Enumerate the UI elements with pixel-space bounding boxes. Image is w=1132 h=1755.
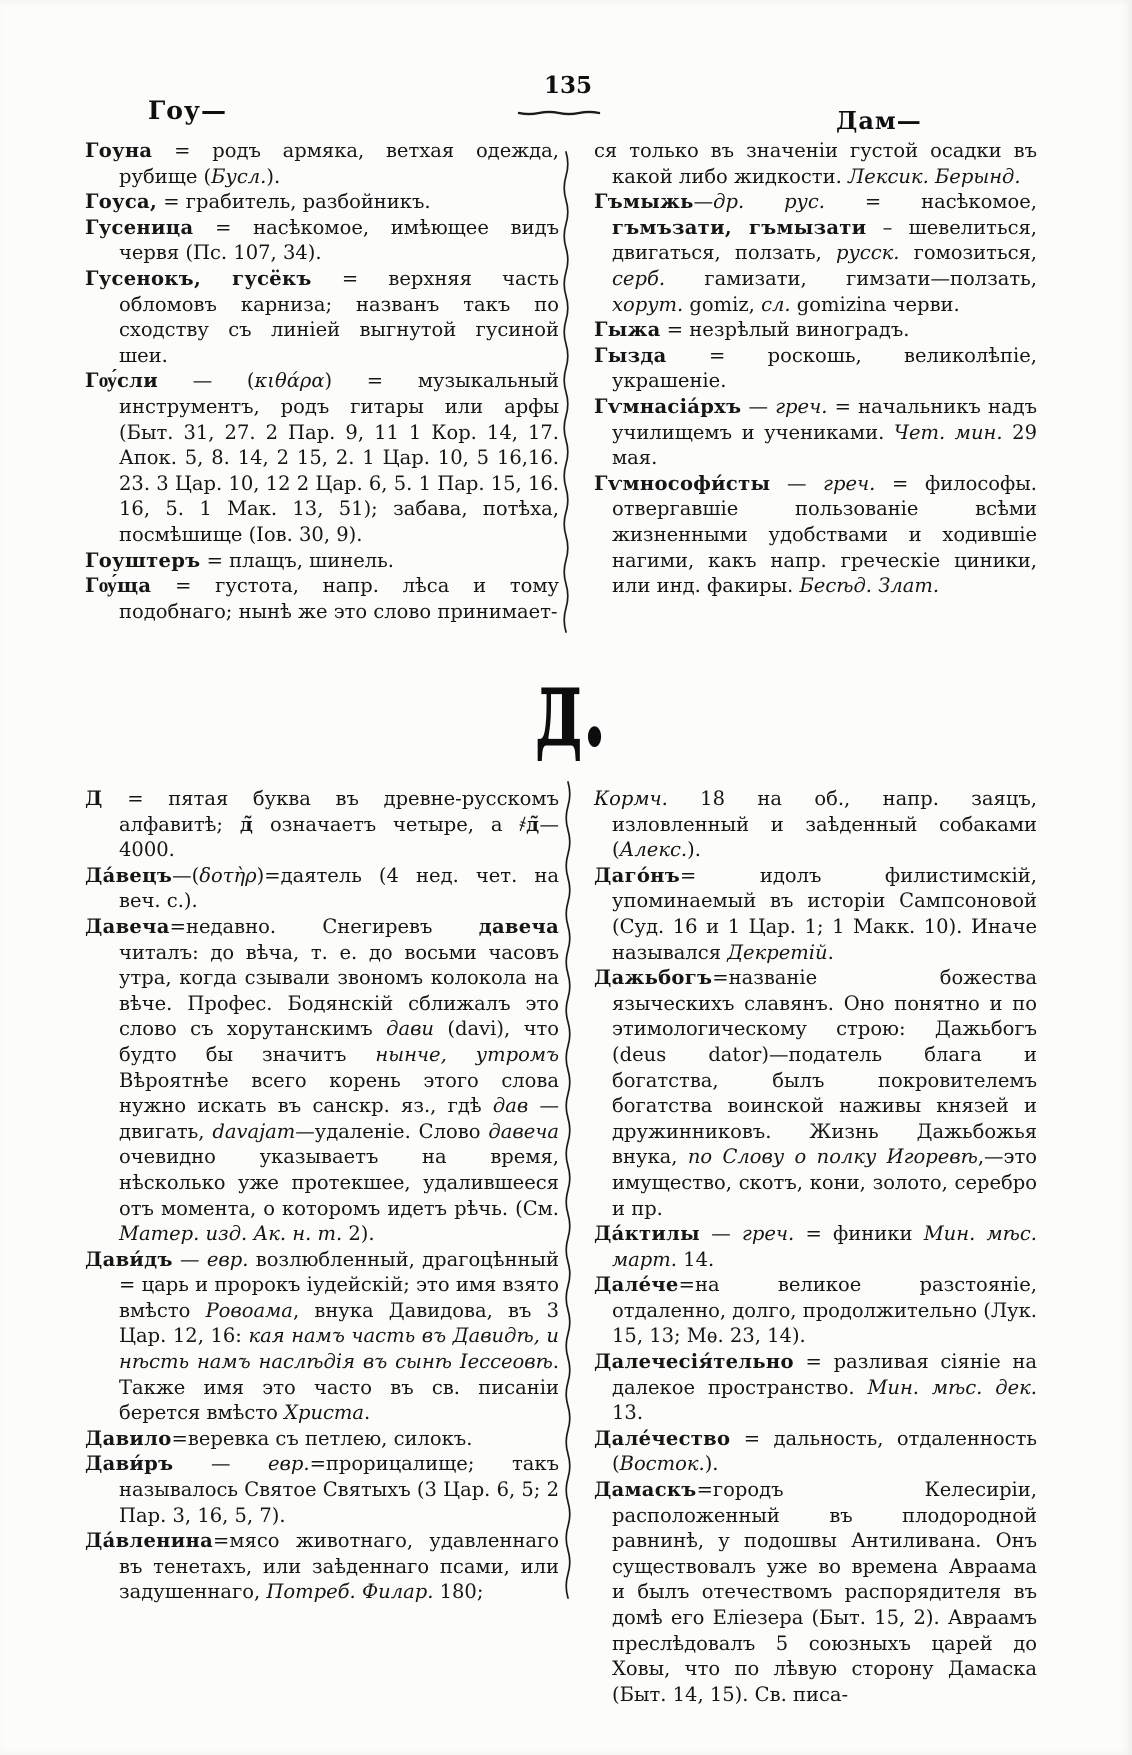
headword: Далечесія́тельно <box>594 1350 794 1374</box>
headword: Давило <box>85 1426 172 1450</box>
headword: Давеча <box>85 914 170 938</box>
dictionary-entry <box>594 1426 1037 1477</box>
body-text: = родъ армяка, ветхая одежда, рубище ( <box>119 139 559 188</box>
dictionary-entry <box>594 965 1037 1221</box>
body-text: =городъ Келесиріи, расположенный въ плодородной равнинѣ, у подошвы Антиливана. Онъ существовалъ уже во времена Авраама и былъ отечествомъ распорядителя въ домѣ его Еліезера (Быт. 15, 2). Авраамъ преслѣдовалъ 5 союзныхъ царей до Ховы, что по лѣвую сторону Дамаска (Быт. 14, 15). Св. писа- <box>612 1478 1037 1706</box>
body-text: . <box>827 940 834 964</box>
italic-text: Ровоама <box>205 1298 293 1322</box>
italic-text: κιθάρα <box>254 369 325 393</box>
body-text: 180; <box>433 1580 484 1604</box>
body-text: возлюбленный, драгоцѣнный = царь и пророкъ іудейскій; это имя взято вмѣсто <box>119 1247 559 1322</box>
dictionary-entry <box>85 863 559 914</box>
headword: Дамаскъ <box>594 1478 697 1502</box>
italic-text: Восток. <box>619 1452 705 1476</box>
italic-text: кая намъ часть въ Давидѣ, и нѣсть намъ наслѣдія въ сынѣ Іессеовѣ <box>119 1324 559 1374</box>
page-number: 135 <box>543 72 592 99</box>
body-text: — <box>770 471 824 495</box>
headword: Гызда <box>594 343 667 367</box>
headword: Гоуна <box>85 139 153 162</box>
italic-text: Кормч. <box>594 787 668 810</box>
body-text: означаетъ четыре, а <box>253 812 520 836</box>
headword: Гѵмнософи́сты <box>594 471 771 495</box>
dictionary-entry <box>594 1272 1037 1349</box>
entry-continuation <box>594 786 1037 863</box>
body-text: = грабитель, разбойникъ. <box>157 190 431 214</box>
dictionary-entry <box>85 786 559 863</box>
headword: ҂д̃ <box>519 812 540 836</box>
headword: Гѵмнасіа́рхъ <box>594 394 742 418</box>
body-text: — <box>741 394 776 418</box>
body-text: — <box>172 1247 207 1271</box>
headword: Дави́дъ <box>85 1247 173 1271</box>
body-text: —удаленіе. Слово <box>295 1119 489 1143</box>
body-text: ,—это имущество, скотъ, кони, золото, серебро и пр. <box>612 1145 1037 1220</box>
body-text: 14. <box>676 1247 715 1271</box>
headword: Гѹ́ща <box>85 574 152 598</box>
dictionary-entry <box>594 1477 1037 1707</box>
body-text: – шевелиться, двигаться, ползать, <box>612 215 1037 265</box>
headword: давеча <box>478 914 559 938</box>
column-top-right <box>594 138 1037 599</box>
body-text: gomiz, <box>683 292 762 316</box>
running-head-left: Гоу— <box>148 96 227 125</box>
italic-text: Бесѣд. Злат. <box>799 574 940 598</box>
body-text: = философы. отвергавшіе пользованіе всѣми жизненными удобствами и ходившіе нагими, какъ напр. греческіе циники, или инд. факиры. <box>612 471 1037 598</box>
column-divider-top <box>561 152 571 640</box>
headword: Даго́нъ <box>594 863 680 887</box>
italic-text: Чет. мин. <box>893 420 1003 444</box>
italic-text: нынче, утромъ <box>375 1042 559 1066</box>
italic-text: Лексик. Берынд. <box>847 164 1021 188</box>
headword: Дажьбогъ <box>594 966 713 990</box>
body-text: =мясо животнаго, удавленнаго въ тенетахъ, или заѣденнаго псами, или задушеннаго, <box>119 1529 559 1604</box>
column-divider-bottom <box>563 782 573 1614</box>
dictionary-entry <box>85 1451 559 1528</box>
italic-text: davajam <box>212 1119 296 1143</box>
body-text: ). <box>266 164 281 188</box>
headword: гъмъзати, гъмызати <box>612 215 867 239</box>
body-text: (davi), что будто бы значитъ <box>119 1017 559 1066</box>
body-text: = идолъ филистимскій, упоминаемый въ исторіи Сампсоновой (Суд. 16 и 1 Цар. 1; 1 Макк. 10). Иначе назывался <box>612 863 1037 964</box>
body-text: — <box>173 1452 269 1476</box>
italic-text: серб. <box>612 266 666 290</box>
dictionary-entry <box>85 1528 559 1605</box>
body-text: = пятая буква въ древне-русскомъ алфавитѣ; <box>102 787 559 836</box>
body-text: ся только въ значеніи густой осадки въ какой либо жидкости. <box>594 139 1037 188</box>
headword: Дале́чество <box>594 1426 731 1450</box>
section-letter: д. <box>535 641 607 773</box>
body-text: )=даятель (4 нед. чет. на веч. с.). <box>119 863 559 913</box>
body-text: =на великое разстояніе, отдаленно, долго, продолжительно (Лук. 15, 13; Мѳ. 23, 14). <box>612 1273 1038 1348</box>
headword: Гусенокъ, гусёкъ <box>85 266 312 290</box>
dictionary-entry <box>85 138 559 189</box>
body-text: читалъ: до вѣча, т. е. до восьми часовъ утра, когда сзывали звономъ колокола на вѣче. Профес. Бодянскій сближалъ это слово съ хорутанскимъ <box>119 940 559 1041</box>
italic-text: греч. <box>741 1222 795 1246</box>
italic-text: дав <box>492 1094 529 1118</box>
dictionary-entry <box>594 189 1037 317</box>
body-text: gomizina черви. <box>790 292 960 316</box>
body-text: очевидно указываетъ на время, нѣсколько уже протекшее, удалившееся отъ момента, о которомъ идетъ рѣчь. (См. <box>119 1145 559 1220</box>
page-number-wavy-underline <box>519 108 617 118</box>
body-text: . Также имя это часто въ св. писаніи берется вмѣсто <box>119 1350 559 1425</box>
headword: Дави́ръ <box>85 1452 174 1476</box>
body-text: 13. <box>612 1401 644 1425</box>
headword: Гоуштеръ <box>85 548 201 572</box>
italic-text: др. рус. <box>713 190 825 214</box>
headword: Да́вленина <box>85 1529 214 1553</box>
italic-text: Христа <box>284 1401 365 1425</box>
italic-text: хорут. <box>612 292 684 316</box>
dictionary-entry <box>85 914 559 1247</box>
body-text: = верхняя часть обломовъ карниза; названъ такъ по сходству съ линіей выгнутой гусиной шеи. <box>119 266 559 367</box>
headword: Дале́че <box>594 1273 679 1297</box>
italic-text: евр. <box>206 1247 249 1271</box>
body-text: — двигать, <box>119 1094 559 1143</box>
body-text: —( <box>172 863 200 887</box>
body-text: = густота, напр. лѣса и тому подобнаго; нынѣ же это слово принимает- <box>119 574 559 623</box>
italic-text: δοτὴρ <box>199 863 257 887</box>
headword: Д <box>85 787 103 810</box>
body-text: = плащъ, шинель. <box>200 548 394 572</box>
dictionary-entry <box>594 343 1037 394</box>
body-text: = разливая сіяніе на далекое пространство. <box>612 1350 1037 1399</box>
headword: Да́вецъ <box>85 863 173 887</box>
body-text: 29 мая. <box>612 420 1037 470</box>
italic-text: сл. <box>761 292 791 316</box>
dictionary-entry <box>85 189 559 215</box>
body-text: = насѣкомое, <box>825 190 1037 214</box>
headword: Гоуса, <box>85 190 158 214</box>
body-text: =прорицалище; такъ называлось Святое Святыхъ (3 Цар. 6, 5; 2 Пар. 3, 16, 5, 7). <box>119 1452 559 1527</box>
column-bottom-right <box>594 786 1037 1707</box>
running-head-right: Дам— <box>836 106 922 135</box>
body-text: —4000. <box>119 812 559 862</box>
italic-text: Декретій <box>727 940 828 964</box>
headword: Да́ктилы <box>594 1222 700 1246</box>
dictionary-entry <box>85 573 559 624</box>
headword: Гѹ́сли <box>85 369 158 393</box>
dictionary-entry <box>85 266 559 368</box>
dictionary-entry <box>594 394 1037 471</box>
body-text: , внука Давидова, въ 3 Цар. 12, 16: <box>119 1298 559 1348</box>
dictionary-entry <box>594 1221 1037 1272</box>
headword: Гусеница <box>85 215 194 239</box>
italic-text: Алекс. <box>619 838 688 862</box>
body-text: ). <box>704 1452 719 1476</box>
body-text: =названіе божества языческихъ славянъ. Оно понятно и по этимологическому строю: Дажьбогъ (deus dator)—податель блага и богатства, былъ покровителемъ богатства воинской наживы князей и дружинниковъ. Жизнь Дажьбожья внука, <box>612 966 1037 1169</box>
body-text: ). <box>687 838 701 862</box>
italic-text: греч. <box>823 471 876 495</box>
dictionary-entry <box>594 863 1037 965</box>
italic-text: Бусл. <box>211 164 267 188</box>
body-text: — ( <box>158 369 255 393</box>
body-text: ) = музыкальный инструментъ, родъ гитары или арфы (Быт. 31, 27. 2 Пар. 9, 11 1 Кор. 14, 17. Апок. 5, 8. 14, 2 15, 2. 1 Цар. 10, 5 16,16. 23. 3 Цар. 10, 12 2 Цар. 6, 5. 1 Пар. 15, 16. 16, 5. 1 Мак. 13, 51); забава, потѣха, посмѣшище (Іов. 30, 9). <box>119 369 559 546</box>
body-text: = насѣкомое, имѣющее видъ червя (Пс. 107, 34). <box>119 215 559 265</box>
body-text: =недавно. Снегиревъ <box>169 914 479 938</box>
dictionary-entry <box>85 368 559 547</box>
body-text: = финики <box>794 1222 924 1246</box>
italic-text: греч. <box>775 394 828 418</box>
italic-text: русск. <box>836 241 900 265</box>
italic-text: давеча <box>488 1119 559 1143</box>
dictionary-entry <box>85 215 559 266</box>
body-text: = дальность, отдаленность ( <box>612 1426 1037 1476</box>
body-text: = начальникъ надъ училищемъ и учениками. <box>612 394 1038 444</box>
body-text: . <box>364 1401 371 1425</box>
body-text: 2). <box>342 1222 375 1246</box>
column-bottom-left <box>85 786 559 1605</box>
body-text: гомозиться, <box>899 241 1037 265</box>
italic-text: Мин. мѣс. дек. <box>867 1375 1037 1399</box>
body-text: 18 на об., напр. заяцъ, изловленный и заѣденный собаками ( <box>612 787 1037 862</box>
body-text: = незрѣлый виноградъ. <box>660 318 910 342</box>
italic-text: по Слову о полку Игоревѣ <box>687 1145 978 1169</box>
body-text: = роскошь, великолѣпіе, украшеніе. <box>612 343 1037 393</box>
dictionary-entry <box>85 548 559 574</box>
italic-text: Потреб. Филар. <box>266 1580 434 1604</box>
body-text: Вѣроятнѣе всего корень этого слова нужно искать въ санскр. яз., гдѣ <box>119 1068 559 1118</box>
italic-text: евр. <box>268 1452 310 1476</box>
dictionary-entry <box>594 471 1037 599</box>
dictionary-entry <box>85 1247 559 1426</box>
body-text: — <box>693 190 714 214</box>
dictionary-entry <box>594 317 1037 343</box>
column-top-left <box>85 138 559 624</box>
italic-text: дави <box>386 1017 434 1041</box>
headword: Гыжа <box>594 318 661 342</box>
body-text: =веревка съ петлею, силокъ. <box>171 1426 473 1450</box>
headword: Гъмыжь <box>594 190 694 214</box>
italic-text: Матер. изд. Ак. н. т. <box>119 1222 343 1246</box>
entry-continuation <box>594 138 1037 189</box>
dictionary-entry <box>594 1349 1037 1426</box>
body-text: — <box>700 1222 742 1246</box>
headword: д̃ <box>239 812 254 836</box>
italic-text: Мин. мѣс. март. <box>612 1222 1038 1271</box>
body-text: гамизати, гимзати—ползать, <box>665 266 1037 290</box>
dictionary-entry <box>85 1426 559 1452</box>
